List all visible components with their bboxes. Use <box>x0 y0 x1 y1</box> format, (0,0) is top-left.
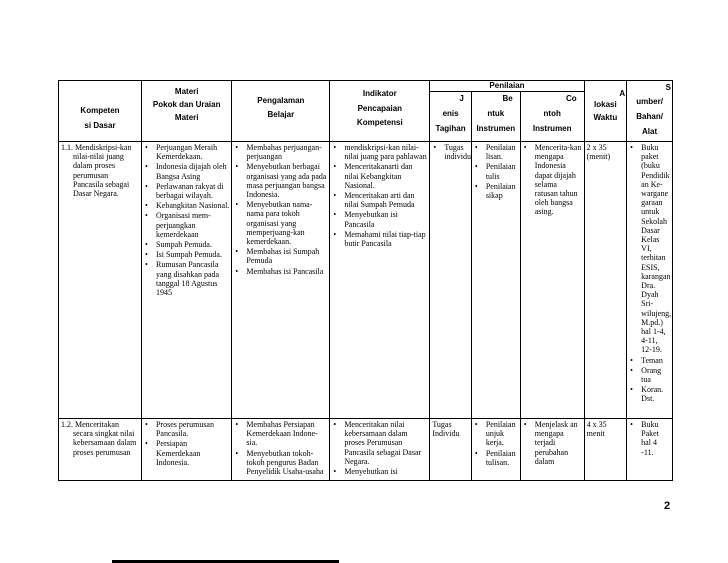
list-item: • Isi Sumpah Pemuda. <box>144 250 229 259</box>
list-item: • Perlawanan rakyat di berbagai wilayah. <box>144 182 229 200</box>
list-item: • Penilaian unjuk kerja. <box>474 420 518 448</box>
list-item: • Penilaian sikap <box>474 182 518 200</box>
list-item: • Indonesia dijajah oleh Bangsa Asing <box>144 162 229 180</box>
bentuk-instrumen-cell <box>471 419 520 481</box>
list-item: • Membahas isi Pancasila <box>234 267 327 276</box>
list-item: • Membahas perjuangan-perjuangan <box>234 143 327 161</box>
header-penilaian: Penilaian <box>430 81 584 92</box>
contoh-instrumen-cell <box>520 142 584 419</box>
header-sumber-bahan-alat: S umber/ Bahan/ Alat <box>627 81 673 142</box>
header-jenis-tagihan: J enis Tagihan <box>430 92 471 142</box>
list-item: • Buku paket (buku Pendidik an Ke-wargane garaan untuk Sekolah Dasar Kelas VI, terbitan ESIS, karangan Dra. Dyah Sri-wilujeng, M.pd.) hal 1-4, 4-11, 12-19. <box>629 143 670 355</box>
header-pengalaman-belajar: Pengalaman Belajar <box>232 81 330 142</box>
jenis-tagihan-cell: Tugas Individu <box>430 419 471 481</box>
list-item: • Membahas isi Sumpah Pemuda <box>234 247 327 265</box>
contoh-instrumen-cell <box>520 419 584 481</box>
list-item: • Orang tua <box>629 366 670 384</box>
kompetensi-dasar-cell: 1.1. Mendiskripsi-kan nilai-nilai juang dalam proses perumusan Pancasila sebagai Dasar Negara. <box>59 142 142 419</box>
list-item: • Menceritakan nilai kebersamaan dalam proses Perumusan Pancasila sebagai Dasar Negara. <box>332 420 427 466</box>
sumber-cell <box>627 419 673 481</box>
table-row <box>59 142 673 419</box>
list-item: • Persiapan Kemerdekaan Indonesia. <box>144 439 229 467</box>
header-bentuk-instrumen: Be ntuk Instrumen <box>471 92 520 142</box>
list-item: • Menjelask an mengapa terjadi perubahan dalam <box>523 420 582 466</box>
pengalaman-cell <box>232 419 330 481</box>
page-number: 2 <box>664 500 671 512</box>
list-item: • Mencerita-kan mengapa Indonesia dapat dijajah selama ratusan tahun oleh bangsa asing. <box>523 143 582 217</box>
list-item: • Menyebutkan isi <box>332 467 427 476</box>
table-row <box>59 419 673 481</box>
list-item: • Buku Paket hal 4 -11. <box>629 420 670 457</box>
header-materi: Materi Pokok dan Uraian Materi <box>141 81 231 142</box>
indikator-cell <box>330 142 430 419</box>
list-item: • Kebangkitan Nasional. <box>144 201 229 210</box>
header-indikator: Indikator Pencapaian Kompetensi <box>330 81 430 142</box>
alokasi-waktu-cell: 4 x 35 menit <box>584 419 627 481</box>
list-item: • Menyebutkan isi Pancasila <box>332 210 427 228</box>
sumber-cell <box>627 142 673 419</box>
list-item: • Penilaian lisan. <box>474 143 518 161</box>
list-item: • Teman <box>629 356 670 365</box>
header-alokasi-waktu: A lokasi Waktu <box>584 81 627 142</box>
kompetensi-dasar-cell: 1.2. Menceritakan secara singkat nilai kebersamaan dalam proses perumusan <box>59 419 142 481</box>
pengalaman-cell <box>232 142 330 419</box>
header-contoh-instrumen: Co ntoh Instrumen <box>520 92 584 142</box>
header-row-top <box>59 81 673 92</box>
header-kompetensi-dasar: Kompeten si Dasar <box>59 81 142 142</box>
indikator-cell <box>330 419 430 481</box>
list-item: • Rumusan Pancasila yang disahkan pada tanggal 18 Agustus 1945 <box>144 260 229 297</box>
list-item: • Memahami nilai tiap-tiap butir Pancasila <box>332 230 427 248</box>
list-item: • Perjuangan Meraih Kemerdekaan. <box>144 143 229 161</box>
list-item: • Menyebutkan nama-nama para tokoh organisasi yang memperjuang-kan kemerdekaan. <box>234 200 327 246</box>
materi-cell <box>141 419 231 481</box>
materi-cell <box>141 142 231 419</box>
list-item: • Proses perumusan Pancasila. <box>144 420 229 438</box>
list-item: • Membahas Persiapan Kemerdekaan Indone-sia. <box>234 420 327 448</box>
list-item: • Penilaian tulisan. <box>474 449 518 467</box>
list-item: • Penilaian tulis <box>474 162 518 180</box>
list-item: • Menceritakanarti dan nilai Kebangkitan Nasional. <box>332 162 427 190</box>
list-item: • mendiskripsi-kan nilai-nilai juang para pahlawan <box>332 143 427 161</box>
list-item: • Koran. Dst. <box>629 385 670 403</box>
jenis-tagihan-cell <box>430 142 471 419</box>
list-item: • Menyebutkan berbagai organisasi yang ada pada masa perjuangan bangsa Indonesia. <box>234 162 327 199</box>
bentuk-instrumen-cell <box>471 142 520 419</box>
syllabus-table <box>58 80 673 481</box>
alokasi-waktu-cell: 2 x 35 (menit) <box>584 142 627 419</box>
list-item: • Sumpah Pemuda. <box>144 240 229 249</box>
list-item: • Tugas individu <box>432 143 468 161</box>
list-item: • Menceritakan arti dan nilai Sumpah Pemuda <box>332 191 427 209</box>
list-item: • Organisasi mem-perjuangkan kemerdekaan <box>144 211 229 239</box>
list-item: • Menyebutkan tokoh-tokoh pengurus Badan Penyelidik Usaha-usaha <box>234 449 327 477</box>
